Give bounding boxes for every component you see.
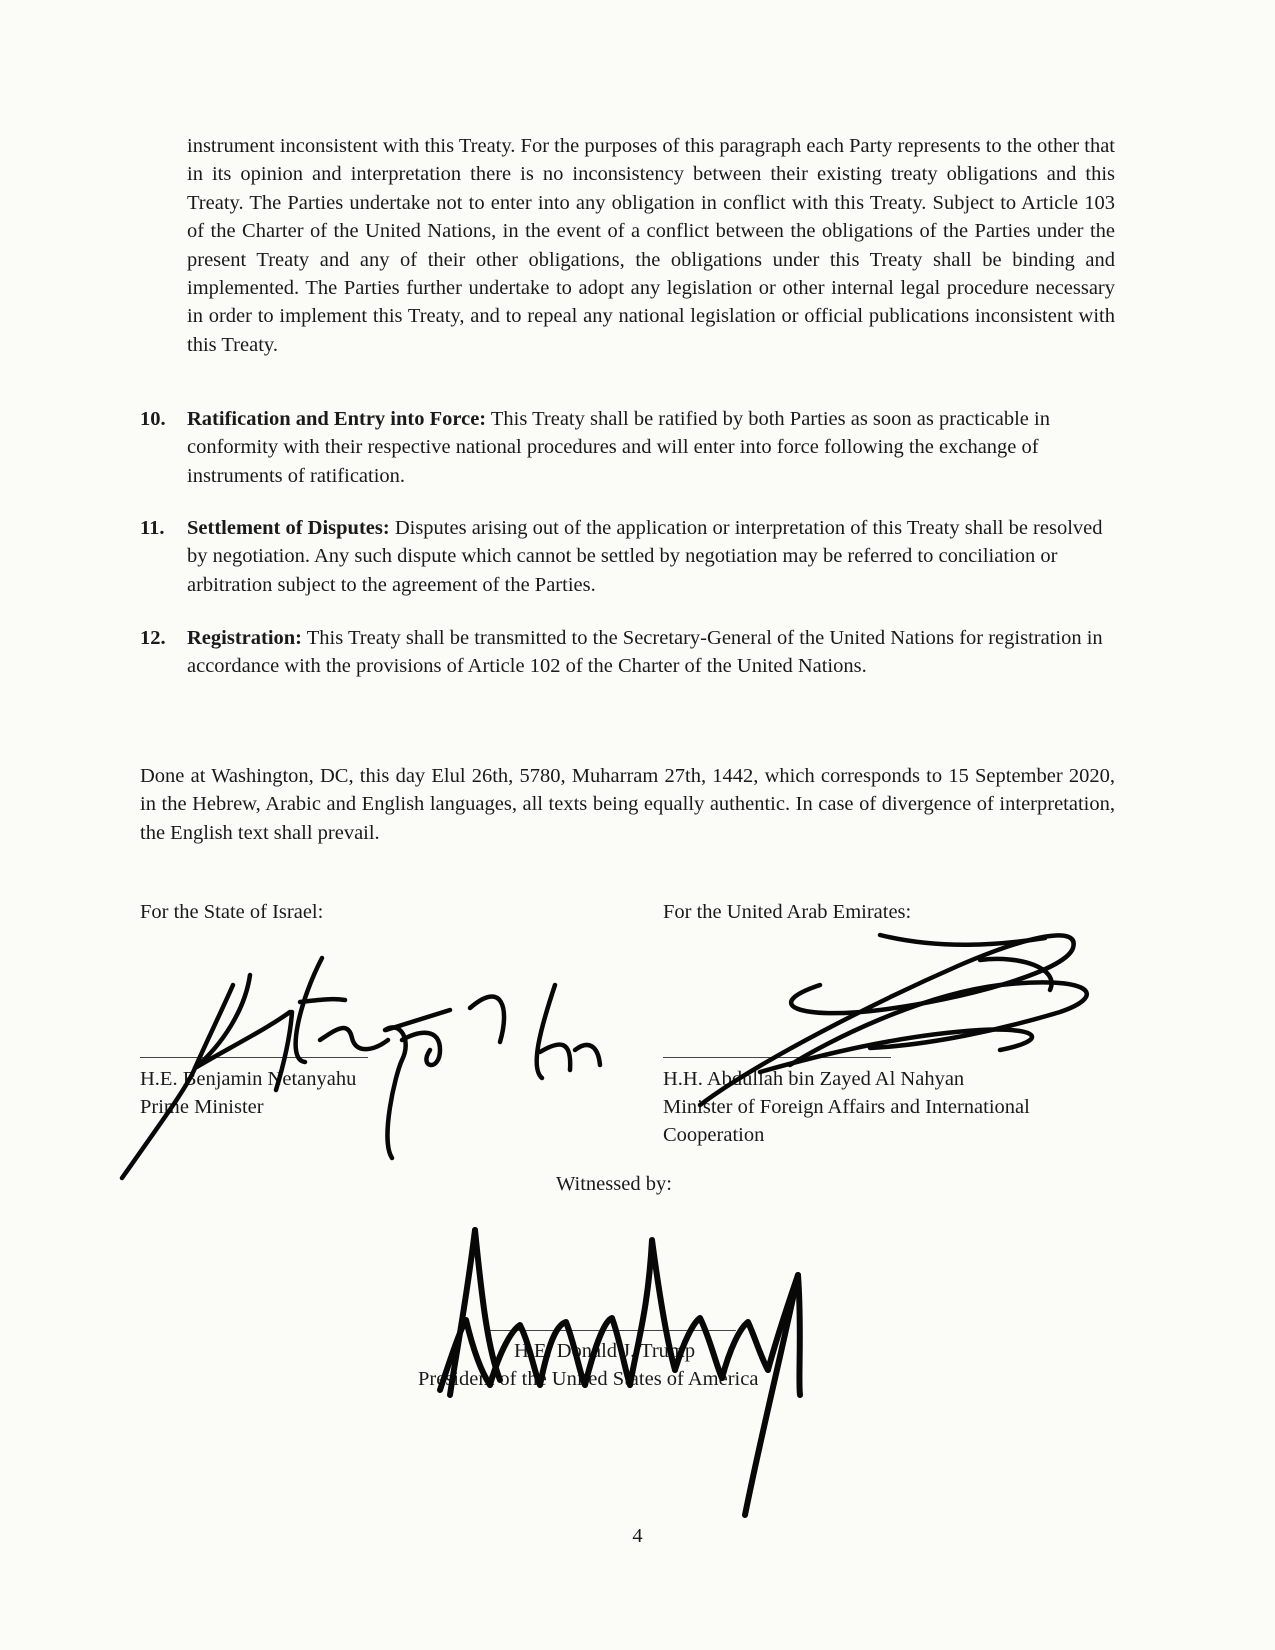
page-number: 4: [632, 1525, 643, 1547]
article-heading: Settlement of Disputes:: [187, 517, 390, 539]
uae-signature-line: [663, 1057, 891, 1058]
witness-signature-line: [486, 1330, 736, 1331]
israel-signatory-title: Prime Minister: [140, 1096, 264, 1118]
israel-label: For the State of Israel:: [140, 901, 324, 923]
article-text: This Treaty shall be ratified by both Parties as soon as practicable in conformity with their respective national procedures and will enter into force following the exchange of instruments of ratification.: [187, 408, 1050, 487]
article-number: 11.: [140, 517, 165, 539]
uae-signatory-title-line2: Cooperation: [663, 1124, 765, 1146]
uae-signatory-title-line1: Minister of Foreign Affairs and International: [663, 1096, 1030, 1118]
witness-label: Witnessed by:: [556, 1173, 672, 1195]
intro-paragraph: instrument inconsistent with this Treaty. For the purposes of this paragraph each Party represents to the other that in its opinion and interpretation there is no inconsistency between their existing treaty obligations and this Treaty. The Parties undertake not to enter into any obligation in conflict with this Treaty. Subject to Article 103 of the Charter of the United Nations, in the event of a conflict between the obligations of the Parties under the present Treaty and any of their other obligations, the obligations under this Treaty shall be binding and implemented. The Parties further undertake to adopt any legislation or other internal legal procedure necessary in order to implement this Treaty, and to repeal any national legislation or official publications inconsistent with this Treaty.: [187, 135, 1115, 356]
article-12: [140, 624, 1115, 681]
article-heading: Registration:: [187, 627, 303, 649]
article-10: [140, 405, 1115, 490]
article-number: 12.: [140, 627, 166, 649]
witness-signatory-title: President of the United States of America: [418, 1368, 759, 1390]
witness-signatory-name: H.E. Donald J. Trump: [514, 1340, 696, 1362]
article-text: This Treaty shall be transmitted to the Secretary-General of the United Nations for registration in accordance with the provisions of Article 102 of the Charter of the United Nations.: [187, 627, 1103, 678]
uae-signatory-name: H.H. Abdullah bin Zayed Al Nahyan: [663, 1068, 965, 1090]
uae-label: For the United Arab Emirates:: [663, 901, 912, 923]
done-at-paragraph: Done at Washington, DC, this day Elul 26th, 5780, Muharram 27th, 1442, which corresponds to 15 September 2020, in the Hebrew, Arabic and English languages, all texts being equally authentic. In case of divergence of interpretation, the English text shall prevail.: [140, 765, 1115, 844]
article-text: Disputes arising out of the application or interpretation of this Treaty shall be resolved by negotiation. Any such dispute which cannot be settled by negotiation may be referred to conciliation or arbitration subject to the agreement of the Parties.: [187, 517, 1103, 596]
article-heading: Ratification and Entry into Force:: [187, 408, 487, 430]
israel-signatory-name: H.E. Benjamin Netanyahu: [140, 1068, 357, 1090]
article-number: 10.: [140, 408, 166, 430]
article-11: [140, 514, 1115, 599]
israel-signature-line: [140, 1057, 368, 1058]
